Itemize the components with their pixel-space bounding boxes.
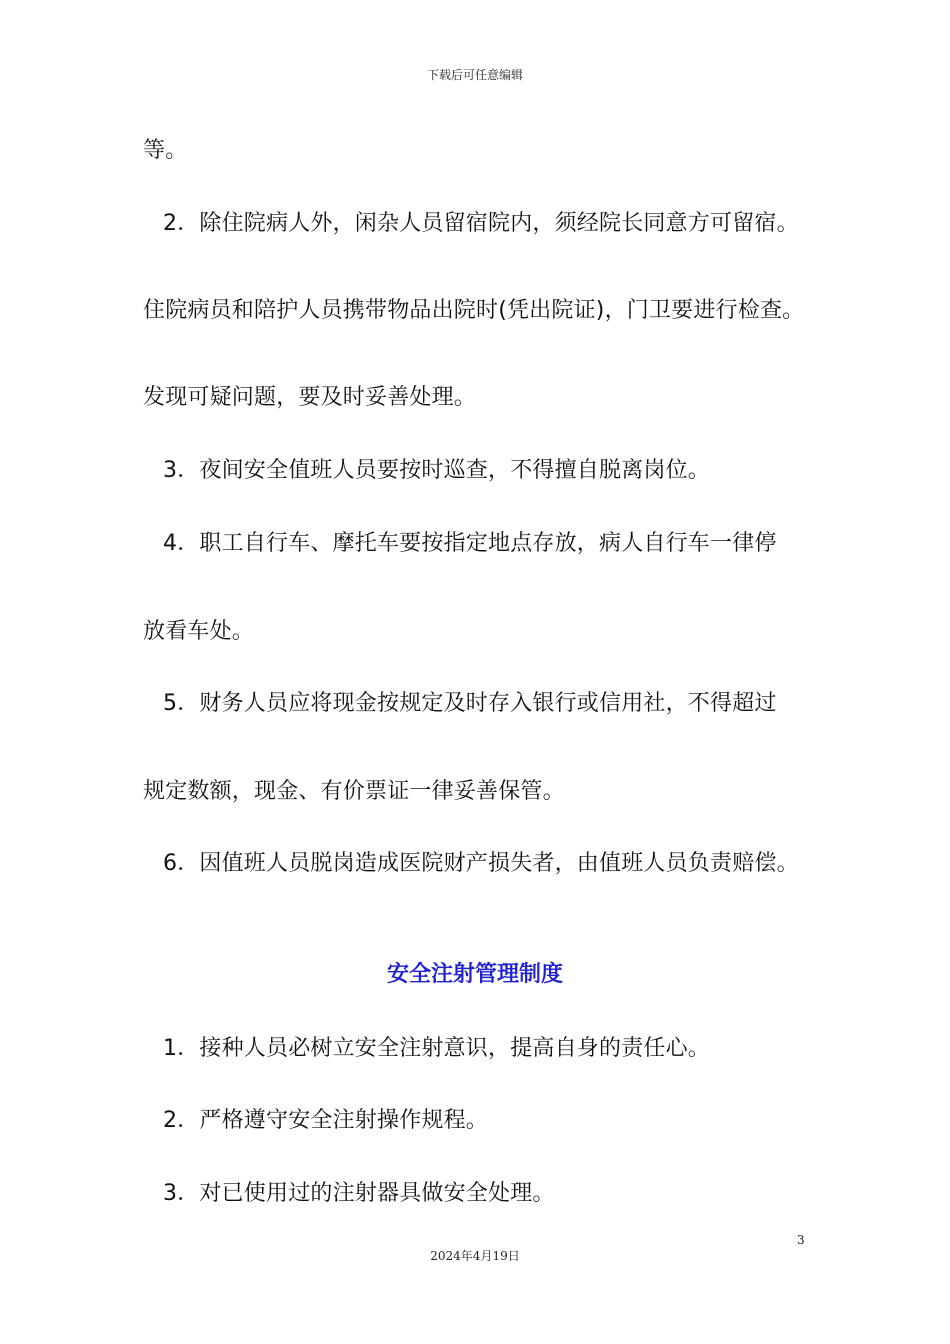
body-line: 住院病员和陪护人员携带物品出院时(凭出院证)，门卫要进行检查。: [143, 298, 805, 323]
page-header: 下载后可任意编辑: [426, 68, 523, 82]
body-item-4: 4．职工自行车、摩托车要按指定地点存放，病人自行车一律停: [163, 531, 777, 556]
body-line-continuation: 等。: [143, 138, 188, 163]
section-item-3: 3．对已使用过的注射器具做安全处理。: [163, 1181, 555, 1206]
body-line: 规定数额，现金、有价票证一律妥善保管。: [143, 779, 565, 804]
body-line: 发现可疑问题，要及时妥善处理。: [143, 385, 477, 410]
body-item-3: 3．夜间安全值班人员要按时巡查，不得擅自脱离岗位。: [163, 458, 710, 483]
footer-date: 2024年4月19日: [430, 1249, 520, 1263]
body-item-6: 6．因值班人员脱岗造成医院财产损失者，由值班人员负责赔偿。: [163, 851, 799, 876]
section-item-2: 2．严格遵守安全注射操作规程。: [163, 1108, 488, 1133]
section-title: 安全注射管理制度: [386, 962, 563, 987]
section-item-1: 1．接种人员必树立安全注射意识，提高自身的责任心。: [163, 1036, 710, 1061]
page-number: 3: [797, 1233, 805, 1247]
body-line: 放看车处。: [143, 619, 255, 644]
body-item-5: 5．财务人员应将现金按规定及时存入银行或信用社，不得超过: [163, 691, 777, 716]
body-item-2: 2．除住院病人外，闲杂人员留宿院内，须经院长同意方可留宿。: [163, 211, 799, 236]
